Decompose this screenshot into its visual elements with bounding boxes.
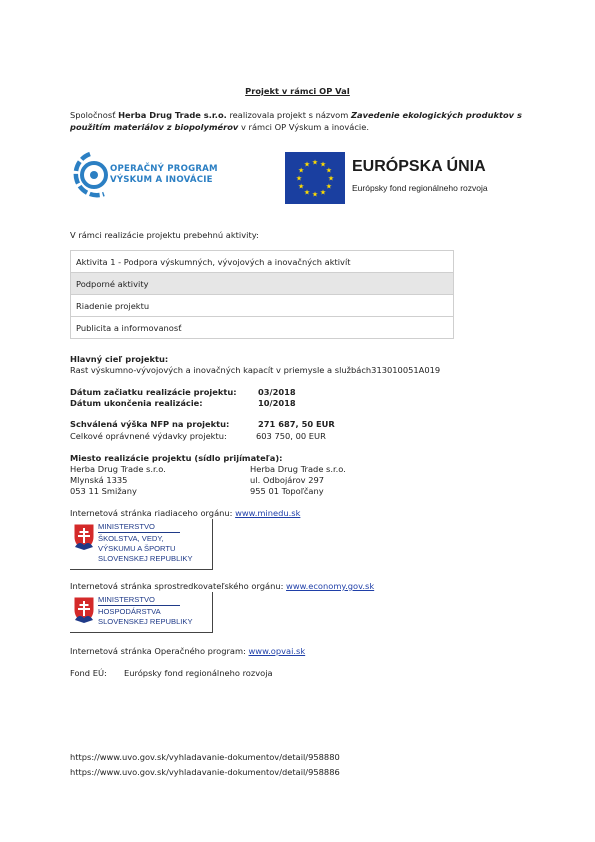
eu-star-icon: ★: [297, 166, 305, 175]
ministry1-logo-line1: MINISTERSTVO: [98, 522, 155, 531]
ministry2-logo-line3: SLOVENSKEJ REPUBLIKY: [98, 617, 193, 626]
url-item[interactable]: https://www.uvo.gov.sk/vyhladavanie-dokumentov/detail/958886: [70, 767, 340, 777]
ministry1-caption-text: Internetová stránka riadiaceho orgánu:: [70, 508, 236, 518]
activity-cell: Publicita a informovanosť: [71, 317, 454, 339]
ministry1-caption: [70, 508, 300, 518]
opvai-link[interactable]: www.opvai.sk: [248, 646, 306, 656]
location-col1-line3: 053 11 Smižany: [70, 486, 137, 496]
goal-text: Rast výskumno-vývojových a inovačných kapacít v priemysle a službách313010051A019: [70, 365, 441, 375]
eu-logo-subtitle: Európsky fond regionálneho rozvoja: [352, 183, 488, 193]
intro-text-2: realizovala projekt s názvom: [226, 110, 351, 120]
activity-cell: Podporné aktivity: [71, 273, 454, 295]
minedu-link[interactable]: www.minedu.sk: [235, 508, 301, 518]
slovak-crest-icon: [73, 596, 95, 624]
url-item[interactable]: https://www.uvo.gov.sk/vyhladavanie-dokumentov/detail/958880: [70, 752, 340, 762]
economy-link[interactable]: www.economy.gov.sk: [286, 581, 375, 591]
end-date-value: 10/2018: [258, 398, 296, 408]
eu-star-icon: ★: [311, 190, 319, 199]
location-col1-line2: Mlynská 1335: [70, 475, 128, 485]
total-value: 603 750, 00 EUR: [256, 431, 326, 441]
fund-value: Európsky fond regionálneho rozvoja: [124, 668, 273, 678]
op-circles-icon: [70, 150, 110, 200]
eu-star-icon: ★: [325, 182, 333, 191]
eu-star-icon: ★: [327, 174, 335, 183]
project-name: Zavedenie ekologických produktov s použitím materiálov z biopolymérov: [70, 110, 522, 132]
eu-stars-icon: [285, 152, 345, 204]
op-logo: [70, 150, 240, 206]
goal-label: Hlavný cieľ projektu:: [70, 354, 169, 364]
location-col2-line2: ul. Odbojárov 297: [250, 475, 325, 485]
ministry2-logo-line2: HOSPODÁRSTVA: [98, 607, 161, 616]
eu-logo-title: EURÓPSKA ÚNIA: [352, 158, 486, 175]
eu-star-icon: ★: [311, 158, 319, 167]
ministry1-logo-line4: SLOVENSKEJ REPUBLIKY: [98, 554, 193, 563]
op-site-caption-text: Internetová stránka Operačného program:: [70, 646, 249, 656]
op-logo-line2: VÝSKUM A INOVÁCIE: [110, 175, 213, 185]
ministry2-caption: [70, 581, 374, 591]
slovak-crest-icon: [73, 523, 95, 551]
ministry1-logo-line3: VÝSKUMU A ŠPORTU: [98, 544, 176, 553]
activities-intro: V rámci realizácie projektu prebehnú aktivity:: [70, 230, 259, 240]
location-col2-line3: 955 01 Topoľčany: [250, 486, 324, 496]
intro-paragraph: [70, 109, 530, 133]
start-date-value: 03/2018: [258, 387, 296, 397]
intro-text-1: Spoločnosť: [70, 110, 119, 120]
table-row: [71, 295, 454, 317]
company-name: Herba Drug Trade s.r.o.: [118, 110, 227, 120]
table-row: [71, 273, 454, 295]
ministry2-logo-line1: MINISTERSTVO: [98, 595, 155, 604]
total-label: Celkové oprávnené výdavky projektu:: [70, 431, 227, 441]
table-row: [71, 251, 454, 273]
fund-label: Fond EÚ:: [70, 668, 107, 678]
ministry1-logo: [70, 519, 213, 570]
end-date-label: Dátum ukončenia realizácie:: [70, 398, 203, 408]
location-col2-line1: Herba Drug Trade s.r.o.: [250, 464, 346, 474]
eu-star-icon: ★: [303, 160, 311, 169]
nfp-label: Schválená výška NFP na projektu:: [70, 419, 230, 429]
eu-star-icon: ★: [319, 188, 327, 197]
location-col1-line1: Herba Drug Trade s.r.o.: [70, 464, 166, 474]
eu-star-icon: ★: [297, 182, 305, 191]
table-row: [71, 317, 454, 339]
eu-star-icon: ★: [295, 174, 303, 183]
eu-star-icon: ★: [325, 166, 333, 175]
location-label: Miesto realizácie projektu (sídlo prijímateľa):: [70, 453, 283, 463]
ministry2-logo: [70, 592, 213, 633]
nfp-value: 271 687, 50 EUR: [258, 419, 335, 429]
op-logo-line1: OPERAČNÝ PROGRAM: [110, 164, 218, 174]
activities-table: [70, 250, 454, 339]
eu-flag-icon: [285, 152, 345, 204]
intro-text-3: v rámci OP Výskum a inovácie.: [238, 122, 369, 132]
op-site-caption: [70, 646, 305, 656]
ministry1-logo-line2: ŠKOLSTVA, VEDY,: [98, 534, 164, 543]
activity-cell: Aktivita 1 - Podpora výskumných, vývojových a inovačných aktivít: [71, 251, 454, 273]
eu-star-icon: ★: [319, 160, 327, 169]
activity-cell: Riadenie projektu: [71, 295, 454, 317]
start-date-label: Dátum začiatku realizácie projektu:: [70, 387, 237, 397]
page-title: Projekt v rámci OP VaI: [245, 86, 350, 96]
ministry2-caption-text: Internetová stránka sprostredkovateľského orgánu:: [70, 581, 287, 591]
eu-star-icon: ★: [303, 188, 311, 197]
